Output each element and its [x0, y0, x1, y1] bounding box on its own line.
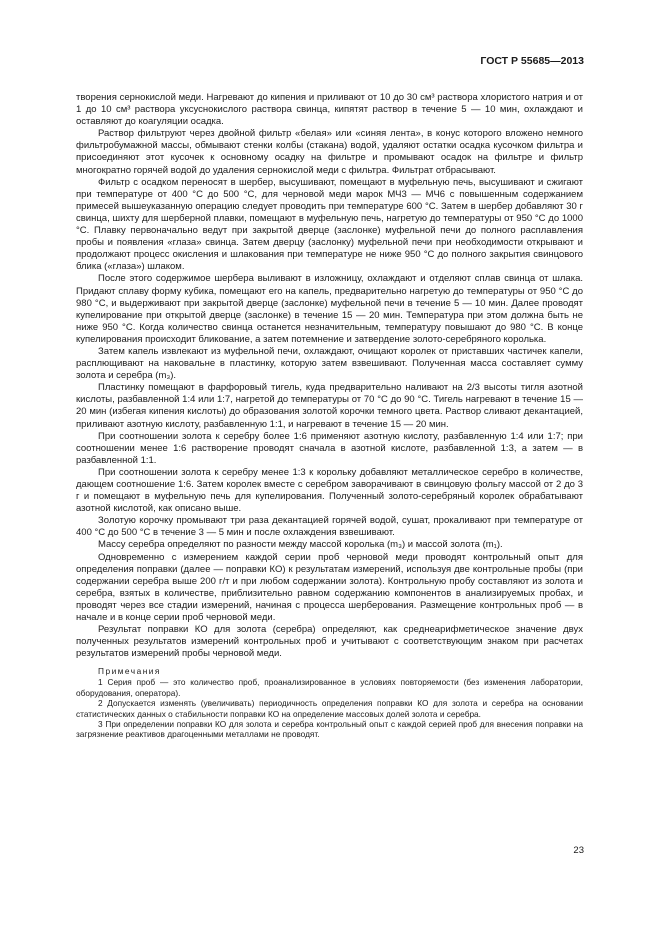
paragraph: После этого содержимое шербера выливают в изложницу, охлаждают и отделяют сплав свинца от шлака. Придают сплаву форму кубика, помещают его на капель, предварительно нагретую до температуры от 950 °С до 980 °С, и выдерживают при закрытой дверце (заслонке) муфельной печи в течение 5 — 10 мин. Далее проводят купелирование при открытой дверце (заслонке) в течение 15 — 20 мин. Температура при этом должна быть не ниже 950 °С. Когда количество свинца останется незначительным, температуру повышают до 980 °С. В конце купелирования происходит бликование, а затем потемнение и затвердение золото-серебряного королька.: [76, 273, 583, 345]
note-item: 3 При определении поправки КО для золота и серебра контрольный опыт с каждой серией проб для внесения поправки на загрязнение реактивов драгоценными металлами не проводят.: [76, 719, 583, 740]
paragraph: Фильтр с осадком переносят в шербер, высушивают, помещают в муфельную печь, высушивают и сжигают при температуре от 400 °С до 500 °С, для черновой меди марок МЧ3 — МЧ6 с повышенным содержанием примесей вышеуказанную операцию следует проводить при температуре 600 °С. Затем в шербер добавляют 30 г свинца, шихту для шерберной плавки, помещают в муфельную печь, нагретую до температуры от 950 °С до 1000 °С. Плавку первоначально ведут при закрытой дверце (заслонке) муфельной печи до полного расплавления пробы и появления «глаза» свинца. Затем дверцу (заслонку) муфельной печи при необходимости открывают и продолжают процесс окисления и шлакования при температуре не ниже 950 °С до полного закрытия свинцового блика («глаза») шлаком.: [76, 176, 583, 273]
paragraph: творения сернокислой меди. Нагревают до кипения и приливают от 10 до 30 см³ раствора хлористого натрия и от 1 до 10 см³ раствора уксуснокислого раствора свинца, кипятят раствор в течение 5 — 10 мин, охлаждают и оставляют до коагуляции осадка.: [76, 92, 583, 128]
paragraph: Раствор фильтруют через двойной фильтр «белая» или «синяя лента», в конус которого вложено немного фильтробумажной массы, обмывают стенки колбы (стакана) водой, удаляют остатки осадка кусочком фильтра и присоединяют этот кусочек к основному осадку на фильтре и промывают осадок на фильтре и фильтр многократно горячей водой до удаления сернокислой меди с фильтра. Фильтрат отбрасывают.: [76, 128, 583, 176]
page-body: [76, 92, 583, 740]
paragraph: Массу серебра определяют по разности между массой королька (m₃) и массой золота (m₁).: [98, 539, 503, 551]
paragraph: Одновременно с измерением каждой серии проб черновой меди проводят контрольный опыт для определения поправки (далее — поправки КО) к результатам измерений, используя две контрольные пробы (при содержании серебра выше 200 г/т и при любом содержании золота). Контрольную пробу составляют из золота и серебра, взятых в количестве, приблизительно равном содержанию компонентов в анализируемых пробах, и проводят через все стадии измерений, начиная с процесса шерберования. Размещение контрольных проб — в начале и в конце серии проб черновой меди.: [76, 551, 583, 624]
page-number: 23: [573, 845, 584, 856]
paragraph: Результат поправки КО для золота (серебра) определяют, как среднеарифметическое значение двух полученных результатов измерений контрольных проб и учитывают с соответствующим знаком при расчетах результатов измерений пробы черновой меди.: [76, 624, 583, 660]
paragraph: Золотую корочку промывают три раза декантацией горячей водой, сушат, прокаливают при температуре от 400 °С до 500 °С в течение 3 — 5 мин и после охлаждения взвешивают.: [76, 515, 583, 539]
notes-section: [76, 666, 583, 739]
note-item: 2 Допускается изменять (увеличивать) периодичность определения поправки КО для золота и серебра на основании статистических данных о стабильности поправки КО на определение массовых долей золота и серебра.: [76, 698, 583, 719]
note-item: 1 Серия проб — это количество проб, проанализированное в условиях повторяемости (без изменения лаборатории, оборудования, оператора).: [76, 677, 583, 698]
notes-title: Примечания: [98, 666, 161, 677]
paragraph: Затем капель извлекают из муфельной печи, охлаждают, очищают королек от приставших частичек капели, расплющивают на наковальне в пластинку, которую затем взвешивают. Полученная масса составляет сумму золота и серебра (m₃).: [76, 345, 583, 382]
document-header: ГОСТ Р 55685—2013: [480, 55, 584, 67]
paragraph: Пластинку помещают в фарфоровый тигель, куда предварительно наливают на 2/3 высоты тигля азотной кислоты, разбавленной 1:4 или 1:7, нагретой до температуры от 70 °С до 90 °С. Тигель нагревают в течение 15 — 20 мин (избегая кипения кислоты) до образования золотой корочки темного цвета. Раствор сливают декантацией, приливают азотную кислоту, разбавленную 1:1, и нагревают в течение 15 — 20 мин.: [76, 382, 583, 430]
paragraph: При соотношении золота к серебру менее 1:3 к корольку добавляют металлическое серебро в количестве, дающем соотношение 1:6. Затем королек вместе с серебром заворачивают в свинцовую фольгу массой от 2 до 3 г и помещают в муфельную печь для купелирования. Полученный золото-серебряный королек обрабатывают азотной кислотой, как описано выше.: [76, 466, 583, 515]
paragraph: При соотношении золота к серебру более 1:6 применяют азотную кислоту, разбавленную 1:4 или 1:7; при соотношении менее 1:6 растворение проводят сначала в азотной кислоте, разбавленной 1:3, а затем — в разбавленной 1:1.: [76, 430, 583, 466]
